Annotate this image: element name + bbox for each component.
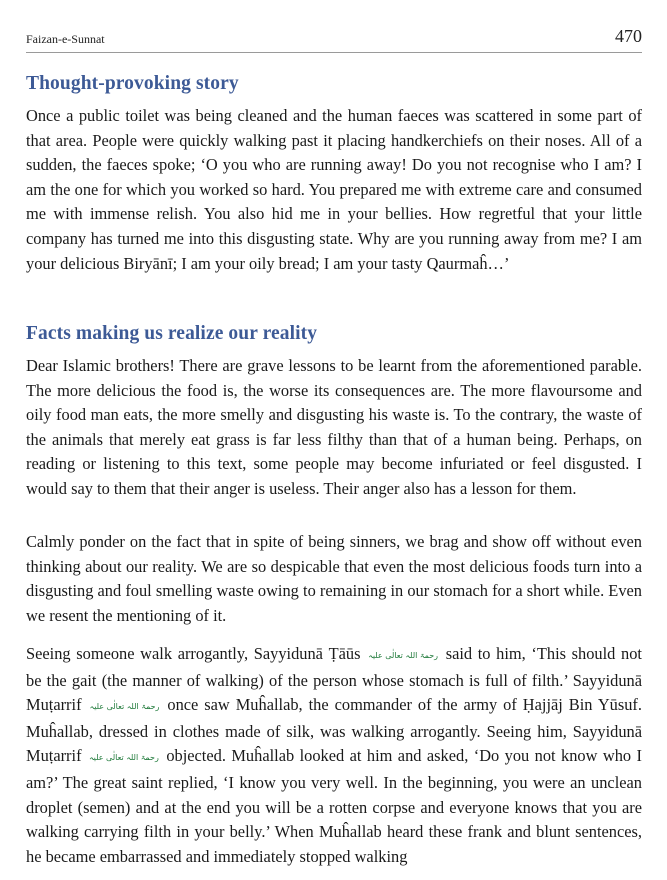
section-heading-thought-provoking-story: Thought-provoking story (26, 73, 239, 94)
facts-paragraph-3 (26, 642, 642, 869)
running-header (26, 26, 642, 53)
facts-paragraph-2: Calmly ponder on the fact that in spite of being sinners, we brag and show off without even thinking about our reality. We are so despicable that even the most delicious foods turn into a disgusting and foul smelling waste owing to remaining in our stomach for a short while. Even we resent the mentioning of it. (26, 532, 642, 625)
book-page (26, 0, 642, 880)
page-number: 470 (615, 26, 642, 46)
story-paragraph: Once a public toilet was being cleaned and the human faeces was scattered in some part of that area. People were quickly walking past it placing handkerchiefs on their noses. All of a sudden, the faeces spoke; ‘O you who are running away! Do you not recognise who I am? I am the one for which you worked so hard. You prepared me with extreme care and consumed me with immense relish. You also hid me in your bellies. How regretful that your little company has turned me into this disgusting state. Why are you running away from me? I am your delicious Biryānī; I am your oily bread; I am your tasty Qaurmaĥ…’ (26, 106, 642, 273)
text-segment: once saw Muĥallab, the commander of the army of Ḥajjāj Bin Yūsuf. Muĥallab, dressed in clothes made of silk, was walking arrogantly. Seeing him, Sayyidunā Muṭarrif (26, 695, 642, 766)
text-segment: said to him, ‘This should not be the gait (the manner of walking) of the person whose stomach is full of filth.’ Sayyidunā Muṭarrif (26, 644, 642, 715)
book-title: Faizan-e-Sunnat (26, 32, 105, 46)
text-segment: objected. Muĥallab looked at him and asked, ‘Do you not know who I am?’ The great saint replied, ‘I know you very well. In the beginning, you were an unclean droplet (semen) and at the end you will be a rotten corpse and everyone knows that you are walking carrying filth in your belly.’ When Muĥallab heard these frank and blunt sentences, he became embarrassed and immediately stopped walking (26, 746, 642, 866)
honorific-calligraphy: رحمۃ اللہ تعالٰی علیہ (368, 651, 439, 660)
honorific-calligraphy: رحمۃ اللہ تعالٰی علیہ (88, 753, 159, 763)
section-heading-facts: Facts making us realize our reality (26, 323, 318, 344)
facts-paragraph-1: Dear Islamic brothers! There are grave lessons to be learnt from the aforementioned parable. The more delicious the food is, the worse its consequences are. The more flavoursome and oily food man eats, the more smelly and disgusting his waste is. To the contrary, the waste of the animals that merely eat grass is far less filthy than that of a human being. Perhaps, on reading or listening to this text, some people may become infuriated or feel disgusted. I would say to them that their anger is useless. Their anger also has a lesson for them. (26, 356, 642, 498)
text-segment: Seeing someone walk arrogantly, Sayyidunā Ṭāūs (26, 644, 361, 663)
honorific-calligraphy: رحمۃ اللہ تعالٰی علیہ (89, 702, 160, 712)
